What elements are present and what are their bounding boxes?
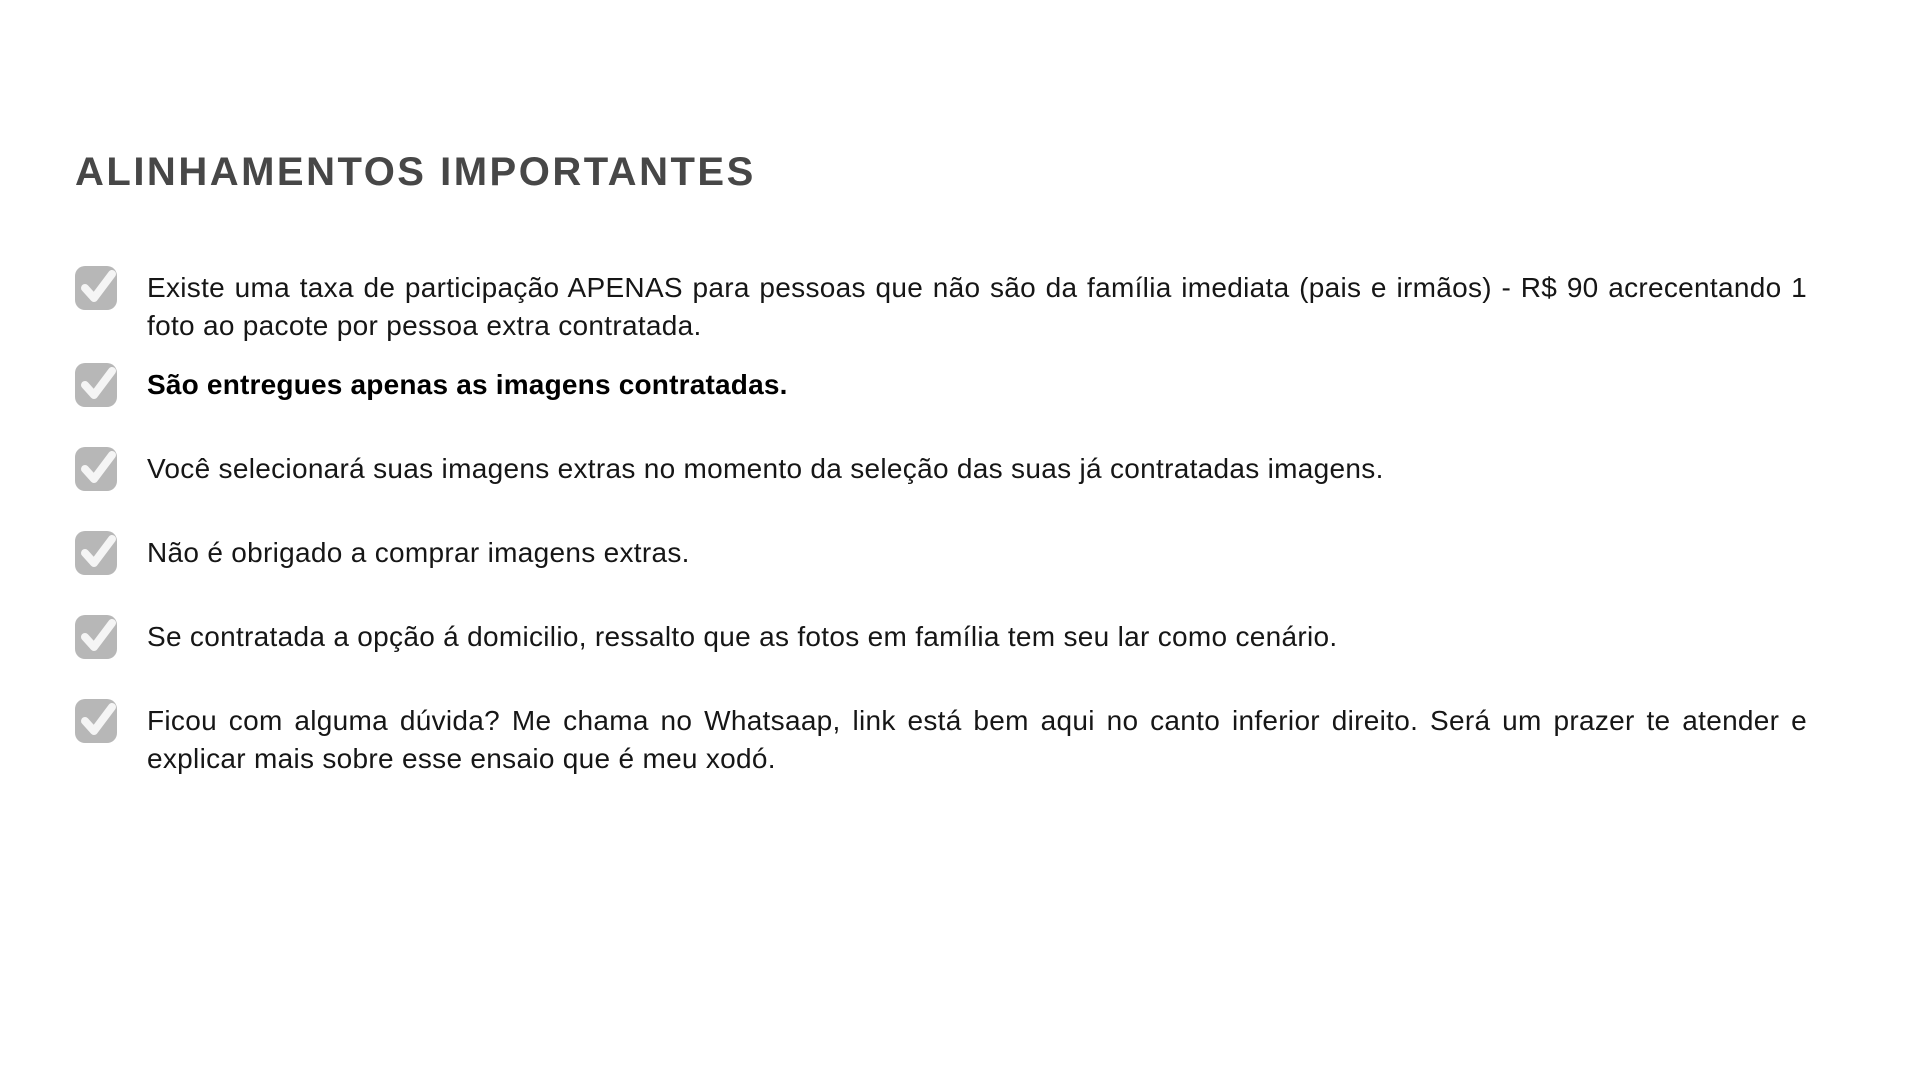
checkbox-checked-icon [75, 447, 117, 491]
checkbox-checked-icon [75, 531, 117, 575]
checklist-item-text: Ficou com alguma dúvida? Me chama no Whatsaap, link está bem aqui no canto inferior direito. Será um prazer te atender e explicar mais sobre esse ensaio que é meu xodó. [147, 705, 1807, 774]
checkbox-checked-icon [75, 699, 117, 743]
checklist-item [75, 266, 1815, 345]
checkbox-checked-icon [75, 266, 117, 310]
checkbox-checked-icon [75, 363, 117, 407]
checklist-item-text: São entregues apenas as imagens contratadas. [147, 369, 788, 400]
checklist-item-text: Se contratada a opção á domicilio, ressalto que as fotos em família tem seu lar como cenário. [147, 621, 1338, 652]
checklist-item [75, 615, 1815, 659]
checklist-item-text: Não é obrigado a comprar imagens extras. [147, 537, 690, 568]
checkbox-checked-icon [75, 615, 117, 659]
checklist-item-text: Você selecionará suas imagens extras no momento da seleção das suas já contratadas imagens. [147, 453, 1384, 484]
checklist-item [75, 531, 1815, 575]
checklist-item [75, 699, 1815, 778]
checklist-item-text: Existe uma taxa de participação APENAS para pessoas que não são da família imediata (pais e irmãos) - R$ 90 acrecentando 1 foto ao pacote por pessoa extra contratada. [147, 272, 1807, 341]
checklist [75, 266, 1815, 818]
page-title: ALINHAMENTOS IMPORTANTES [75, 150, 756, 194]
checklist-item [75, 447, 1815, 491]
checklist-item [75, 363, 1815, 407]
